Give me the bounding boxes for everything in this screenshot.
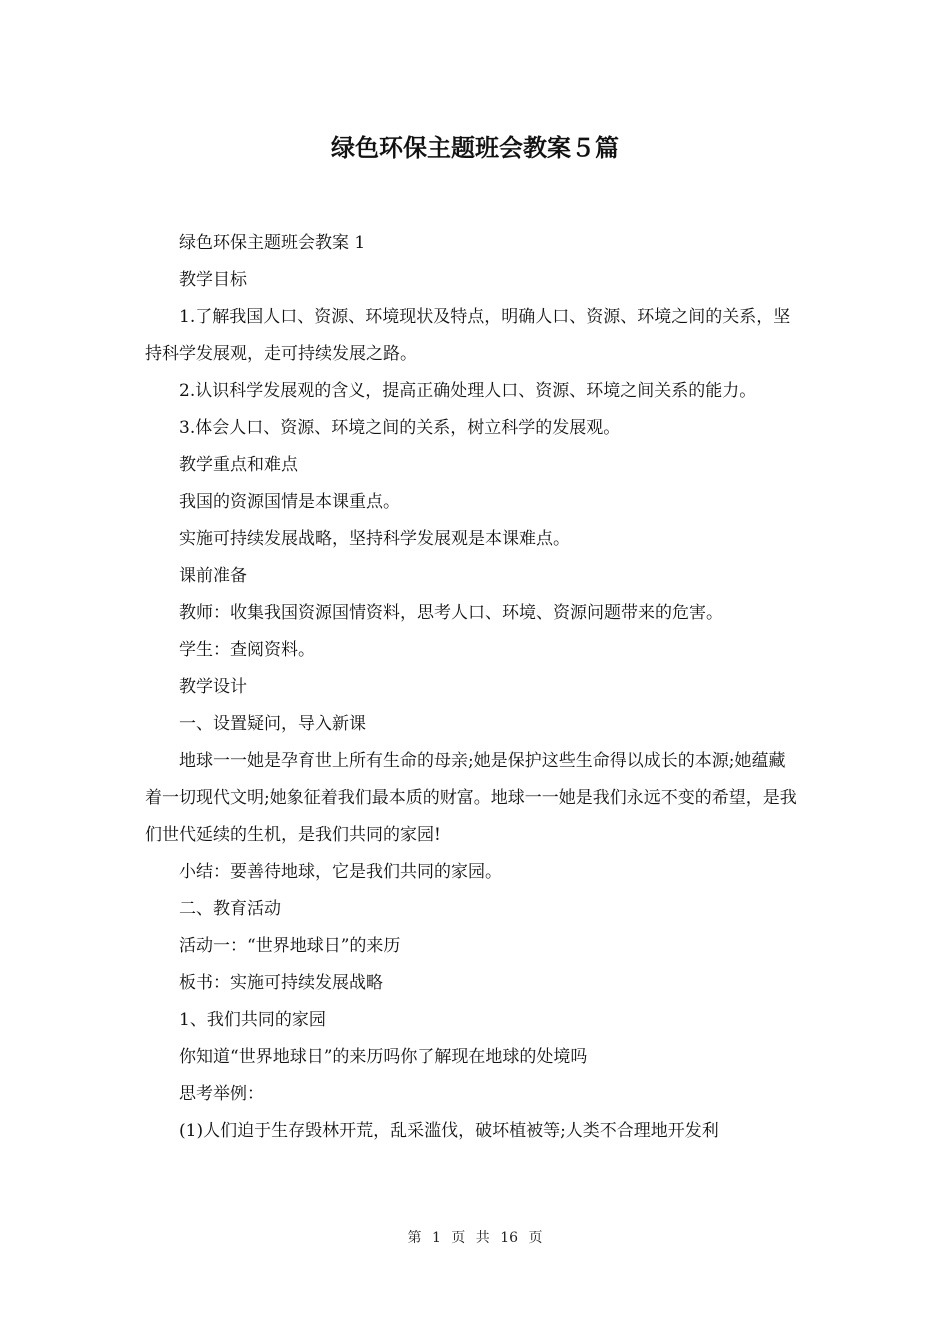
- paragraph: 1.了解我国人口、资源、环境现状及特点，明确人口、资源、环境之间的关系，坚持科学发展观，走可持续发展之路。: [145, 307, 791, 364]
- paragraph: 板书：实施可持续发展战略: [179, 973, 383, 993]
- paragraph: 实施可持续发展战略，坚持科学发展观是本课难点。: [179, 529, 570, 549]
- paragraph: 教学目标: [179, 270, 247, 290]
- paragraph: 课前准备: [179, 566, 247, 586]
- paragraph: 教学重点和难点: [179, 455, 298, 475]
- paragraph: 3.体会人口、资源、环境之间的关系，树立科学的发展观。: [179, 418, 621, 438]
- paragraph: 1、我们共同的家园: [179, 1010, 326, 1030]
- paragraph: 思考举例：: [179, 1084, 264, 1104]
- paragraph: 一、设置疑问，导入新课: [179, 714, 366, 734]
- paragraph: 教学设计: [179, 677, 247, 697]
- document-title: 绿色环保主题班会教案５篇: [331, 134, 619, 162]
- paragraph: 二、教育活动: [179, 899, 281, 919]
- paragraph: 地球一一她是孕育世上所有生命的母亲;她是保护这些生命得以成长的本源;她蕴藏着一切现代文明;她象征着我们最本质的财富。地球一一她是我们永远不变的希望，是我们世代延续的生机，是我们共同的家园!: [145, 751, 797, 845]
- paragraph: 教师：收集我国资源国情资料，思考人口、环境、资源问题带来的危害。: [179, 603, 723, 623]
- paragraph: 小结：要善待地球，它是我们共同的家园。: [179, 862, 502, 882]
- paragraph: 2.认识科学发展观的含义，提高正确处理人口、资源、环境之间关系的能力。: [179, 381, 757, 401]
- document-body: [145, 225, 801, 1150]
- paragraph: 绿色环保主题班会教案 1: [179, 233, 366, 253]
- paragraph: 学生：查阅资料。: [179, 640, 315, 660]
- paragraph: 我国的资源国情是本课重点。: [179, 492, 400, 512]
- paragraph: 你知道“世界地球日”的来历吗你了解现在地球的处境吗: [179, 1047, 588, 1067]
- paragraph: 活动一：“世界地球日”的来历: [179, 936, 401, 956]
- page-footer: 第 1 页 共 16 页: [407, 1230, 543, 1246]
- paragraph: (1)人们迫于生存毁林开荒，乱采滥伐，破坏植被等;人类不合理地开发利: [179, 1121, 719, 1141]
